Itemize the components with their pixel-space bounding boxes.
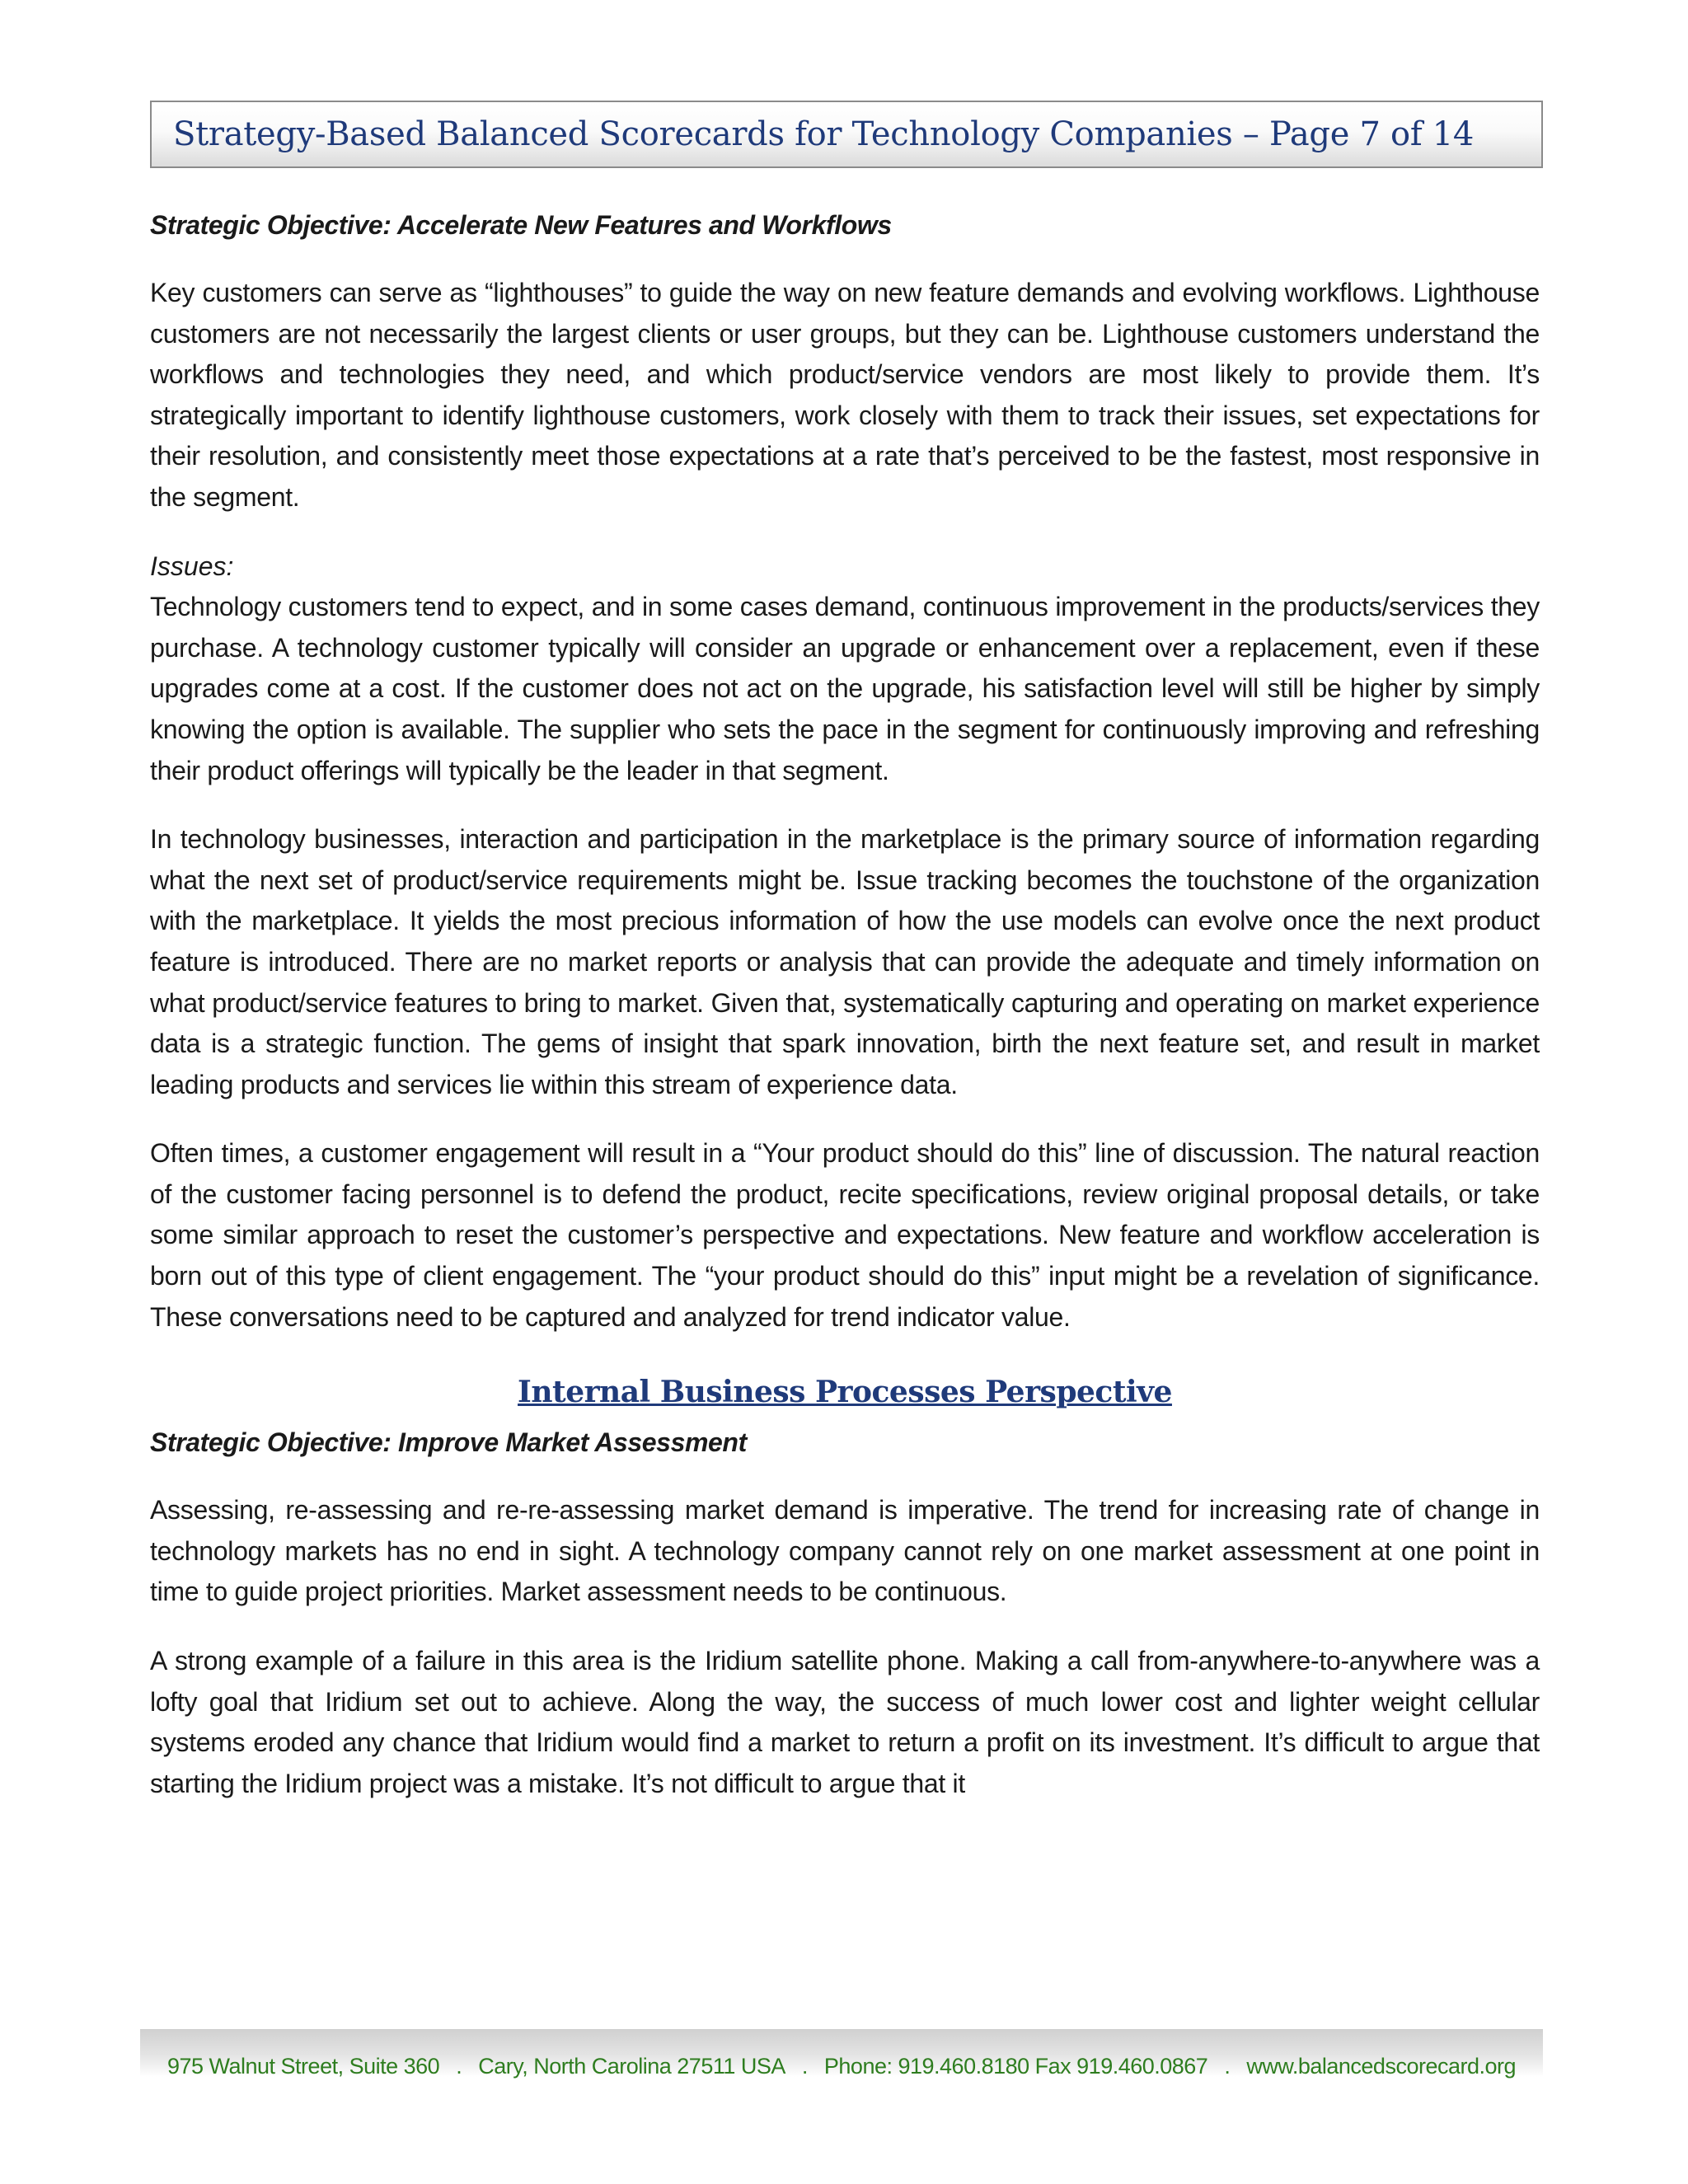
lighthouse-paragraph: Key customers can serve as “lighthouses” to guide the way on new feature demands and evolving workflows. Lighthouse customers are not necessarily the largest clients or user groups, but they can be. Lighthouse customers understand the workflows and technologies they need, and which product/service vendors are most likely to provide them. It’s strategically important to identify lighthouse customers, work closely with them to track their issues, set expectations for their resolution, and consistently meet those expectations at a rate that’s perceived to be the fastest, most responsive in the segment. [150, 278, 1540, 512]
iridium-paragraph: A strong example of a failure in this area is the Iridium satellite phone. Making a call from-anywhere-to-anywhere was a lofty goal that Iridium set out to achieve. Along the way, the success of much lower cost and lighter weight cellular systems eroded any chance that Iridium would find a market to return a profit on its investment. It’s difficult to argue that starting the Iridium project was a mistake. It’s not difficult to argue that it [150, 1646, 1540, 1798]
section-heading: Internal Business Processes Perspective [518, 1375, 1172, 1410]
strategic-objective-heading: Strategic Objective: Improve Market Assessment [150, 1427, 747, 1458]
footer-separator: . [801, 2054, 808, 2079]
page-header [150, 101, 1543, 168]
footer-address: 975 Walnut Street, Suite 360 [166, 2054, 440, 2079]
footer-separator: . [1224, 2054, 1231, 2079]
footer-website-link[interactable]: www.balancedscorecard.org [1246, 2054, 1517, 2079]
page-title: Strategy-Based Balanced Scorecards for Technology Companies – Page 7 of 14 [173, 115, 1475, 153]
issues-label: Issues: [150, 551, 234, 581]
footer-separator: . [456, 2054, 462, 2079]
strategic-objective-heading: Strategic Objective: Accelerate New Features and Workflows [150, 210, 892, 240]
document-body [150, 204, 1540, 1804]
footer [140, 2054, 1543, 2079]
issues-paragraph: Technology customers tend to expect, and in some cases demand, continuous improvement in the products/services they purchase. A technology customer typically will consider an upgrade or enhancement over a replacement, even if these upgrades come at a cost. If the customer does not act on the upgrade, his satisfaction level will still be higher by simply knowing the option is available. The supplier who sets the pace in the segment for continuously improving and refreshing their product offerings will typically be the leader in that segment. [150, 592, 1540, 785]
footer-city: Cary, North Carolina 27511 USA [478, 2054, 785, 2079]
customer-engagement-paragraph: Often times, a customer engagement will result in a “Your product should do this” line of discussion. The natural reaction of the customer facing personnel is to defend the product, recite specifications, review original proposal details, or take some similar approach to reset the customer’s perspective and expectations. New feature and workflow acceleration is born out of this type of client engagement. The “your product should do this” input might be a revelation of significance. These conversations need to be captured and analyzed for trend indicator value. [150, 1138, 1540, 1332]
footer-phone: Phone: 919.460.8180 Fax 919.460.0867 [823, 2054, 1208, 2079]
marketplace-paragraph: In technology businesses, interaction and participation in the marketplace is the primary source of information regarding what the next set of product/service requirements might be. Issue tracking becomes the touchstone of the organization with the marketplace. It yields the most precious information of how the use models can evolve once the next product feature is introduced. There are no market reports or analysis that can provide the adequate and timely information on what product/service features to bring to market. Given that, systematically capturing and operating on market experience data is a strategic function. The gems of insight that spark innovation, birth the next feature set, and result in market leading products and services lie within this stream of experience data. [150, 824, 1540, 1099]
market-assessment-paragraph: Assessing, re-assessing and re-re-assessing market demand is imperative. The trend for increasing rate of change in technology markets has no end in sight. A technology company cannot rely on one market assessment at one point in time to guide project priorities. Market assessment needs to be continuous. [150, 1495, 1540, 1607]
